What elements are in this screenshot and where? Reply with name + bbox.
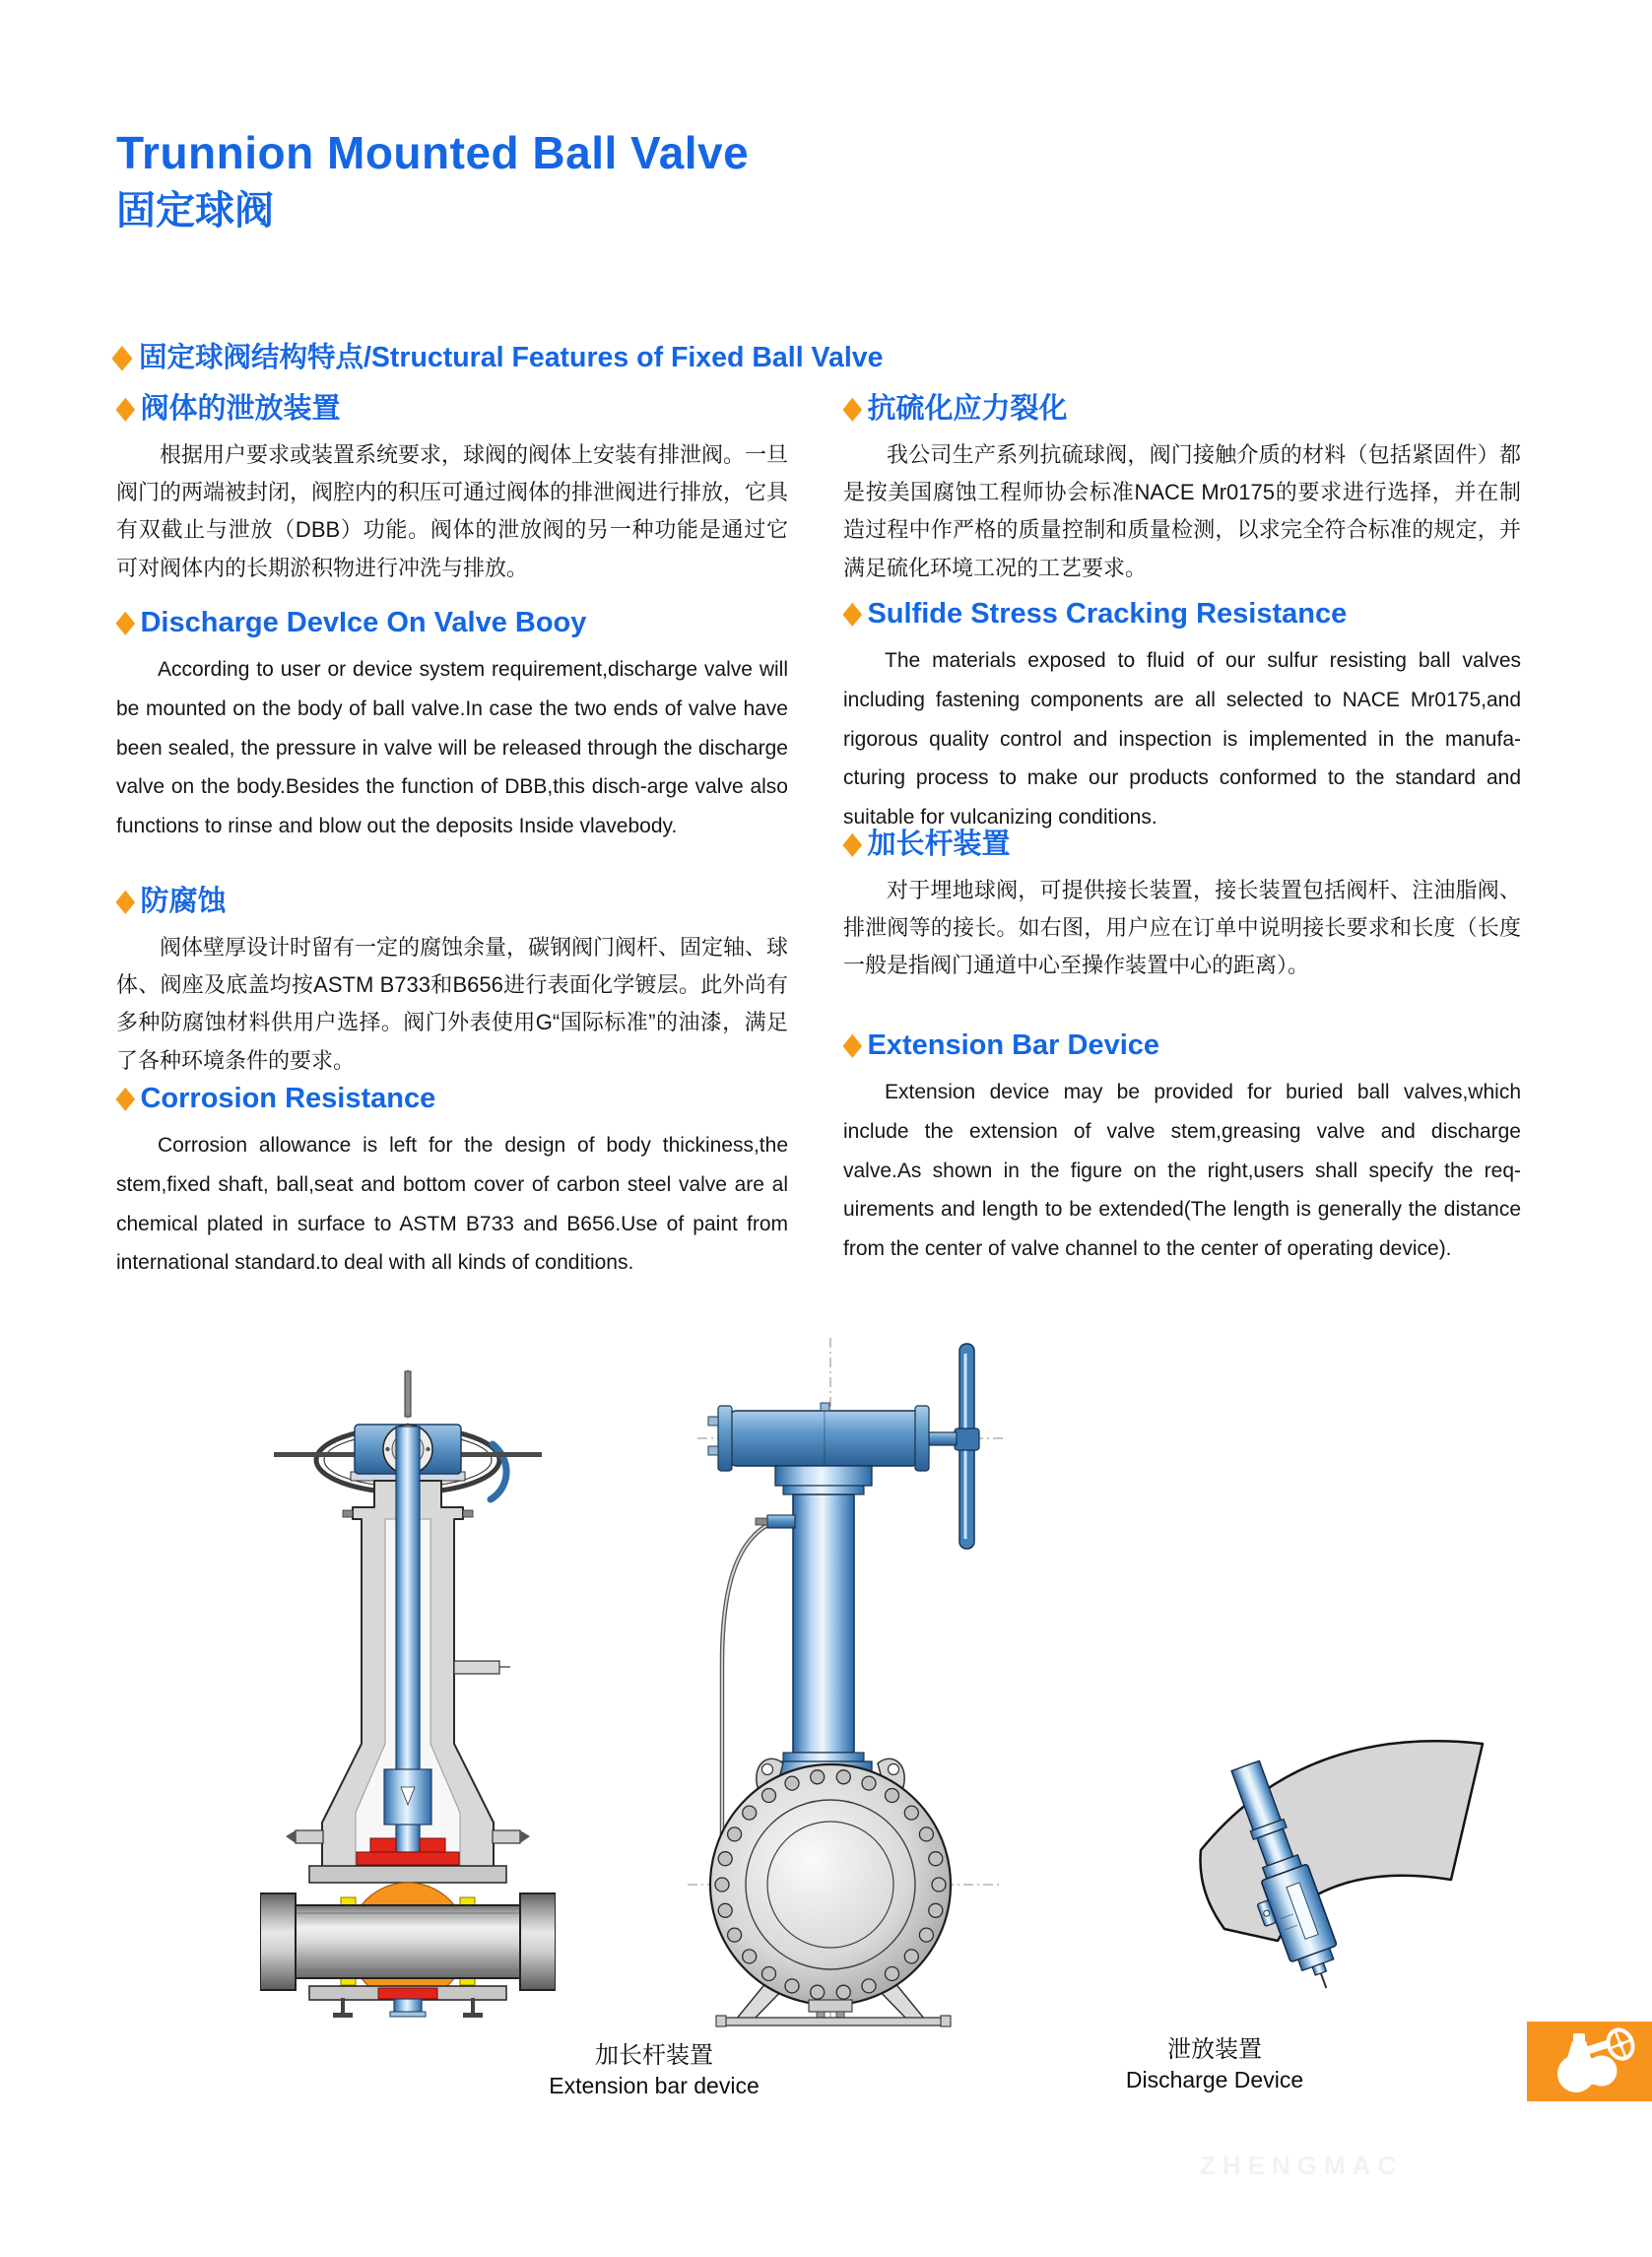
section-header-label: 固定球阀结构特点/Structural Features of Fixed Ball Valve — [139, 342, 884, 373]
buried-valve-section-drawing — [260, 1369, 556, 2020]
figure-buried-valve-section — [260, 1369, 556, 2020]
section-extension-en — [843, 1029, 1521, 1269]
section-heading — [843, 392, 1521, 427]
section-paragraph: According to user or device system requirement,discharge valve will be mounted on the body of ball valve.In case the two ends of valve have been sealed, the pressure in valve will be released through the discharge valve on the body.Besides the function of DBB,this disch-arge valve also functions to rinse and blow out the deposits Inside vlavebody. — [116, 657, 788, 838]
page-title: Trunnion Mounted Ball Valve — [116, 127, 750, 178]
diamond-icon: ◆ — [116, 1082, 135, 1115]
figure-discharge-device — [1187, 1704, 1552, 2084]
discharge-device-drawing — [1187, 1704, 1552, 2084]
section-heading — [843, 1029, 1521, 1063]
section-heading — [116, 885, 788, 919]
extension-valve-side-drawing — [673, 1338, 1013, 2027]
section-anticorrosion-zh — [116, 885, 788, 1080]
watermark: ZHENGMAC — [1200, 2151, 1404, 2180]
figure-caption-discharge — [1067, 2035, 1362, 2094]
section-header — [112, 335, 883, 375]
section-heading-label: 防腐蚀 — [140, 886, 227, 917]
diamond-icon: ◆ — [112, 337, 132, 373]
diamond-icon: ◆ — [116, 392, 135, 426]
section-heading — [843, 597, 1521, 631]
section-heading-label: Extension Bar Device — [867, 1029, 1160, 1061]
section-heading — [116, 606, 788, 640]
section-extension-zh — [843, 828, 1521, 985]
brand-logo — [1527, 2022, 1652, 2101]
section-heading-label: Corrosion Resistance — [140, 1083, 436, 1114]
diamond-icon: ◆ — [843, 597, 862, 631]
figure-caption-extension — [506, 2041, 802, 2100]
section-paragraph: Extension device may be provided for buried ball valves,which include the extension of valve stem,greasing valve and discharge valve.As shown in the figure on the right,users shall specify the req-uirements and length to be extended(The length is generally the distance from the center of valve channel to the center of operating device). — [843, 1080, 1521, 1261]
caption-zh: 加长杆装置 — [595, 2042, 713, 2069]
section-heading-label: Sulfide Stress Cracking Resistance — [867, 598, 1348, 630]
section-paragraph: 对于埋地球阀，可提供接长装置，接长装置包括阀杆、注油脂阀、排泄阀等的接长。如右图，用户应在订单中说明接长要求和长度（长度一般是指阀门通道中心至操作装置中心的距离）。 — [843, 877, 1521, 978]
section-heading-label: 抗硫化应力裂化 — [867, 393, 1068, 425]
page-subtitle: 固定球阀 — [116, 189, 274, 232]
diamond-icon: ◆ — [116, 606, 135, 639]
section-paragraph: 我公司生产系列抗硫球阀，阀门接触介质的材料（包括紧固件）都是按美国腐蚀工程师协会标准NACE Mr0175的要求进行选择，并在制造过程中作严格的质量控制和质量检测，以求完全符合标准的规定，并满足硫化环境工况的工艺要求。 — [843, 441, 1521, 580]
section-paragraph: The materials exposed to fluid of our sulfur resisting ball valves including fastening components are all selected to NACE Mr0175,and rigorous quality control and inspection is implemented in the manufa-cturing process to make our products conformed to the standard and suitable for vulcanizing conditions. — [843, 648, 1521, 830]
section-paragraph: 阀体壁厚设计时留有一定的腐蚀余量，碳钢阀门阀杆、固定轴、球体、阀座及底盖均按ASTM B733和B656进行表面化学镀层。此外尚有多种防腐蚀材料供用户选择。阀门外表使用G“国际标准”的油漆，满足了各种环境条件的要求。 — [116, 934, 789, 1073]
diamond-icon: ◆ — [116, 885, 135, 918]
section-paragraph: Corrosion allowance is left for the design of body thickiness,the stem,fixed shaft, ball,seat and bottom cover of carbon steel valve are al chemical plated in surface to ASTM B733 and B656.Use of paint from international standard.to deal with all kinds of conditions. — [116, 1133, 788, 1275]
section-heading — [116, 1082, 788, 1116]
section-sulfide-en — [843, 597, 1521, 837]
diamond-icon: ◆ — [843, 828, 862, 861]
caption-en: Discharge Device — [1125, 2067, 1304, 2092]
diamond-icon: ◆ — [843, 1029, 862, 1062]
section-heading-label: 加长杆装置 — [867, 829, 1011, 860]
section-heading — [843, 828, 1521, 862]
section-heading — [116, 392, 788, 427]
caption-zh: 泄放装置 — [1167, 2036, 1262, 2063]
section-sulfide-zh — [843, 392, 1521, 587]
section-heading-label: Discharge DevIce On Valve Booy — [140, 607, 587, 638]
caption-en: Extension bar device — [549, 2073, 760, 2098]
section-body-discharge-zh — [116, 392, 788, 587]
ball-valve-icon — [1527, 2022, 1652, 2101]
section-corrosion-resistance-en — [116, 1082, 788, 1283]
section-discharge-device-en — [116, 606, 788, 846]
figure-extension-valve-side — [673, 1338, 1013, 2027]
section-paragraph: 根据用户要求或装置系统要求，球阀的阀体上安装有排泄阀。一旦阀门的两端被封闭，阀腔内的积压可通过阀体的排泄阀进行排放，它具有双截止与泄放（DBB）功能。阀体的泄放阀的另一种功能是通过它可对阀体内的长期淤积物进行冲洗与排放。 — [116, 441, 789, 580]
section-heading-label: 阀体的泄放装置 — [140, 393, 341, 425]
diamond-icon: ◆ — [843, 392, 862, 426]
